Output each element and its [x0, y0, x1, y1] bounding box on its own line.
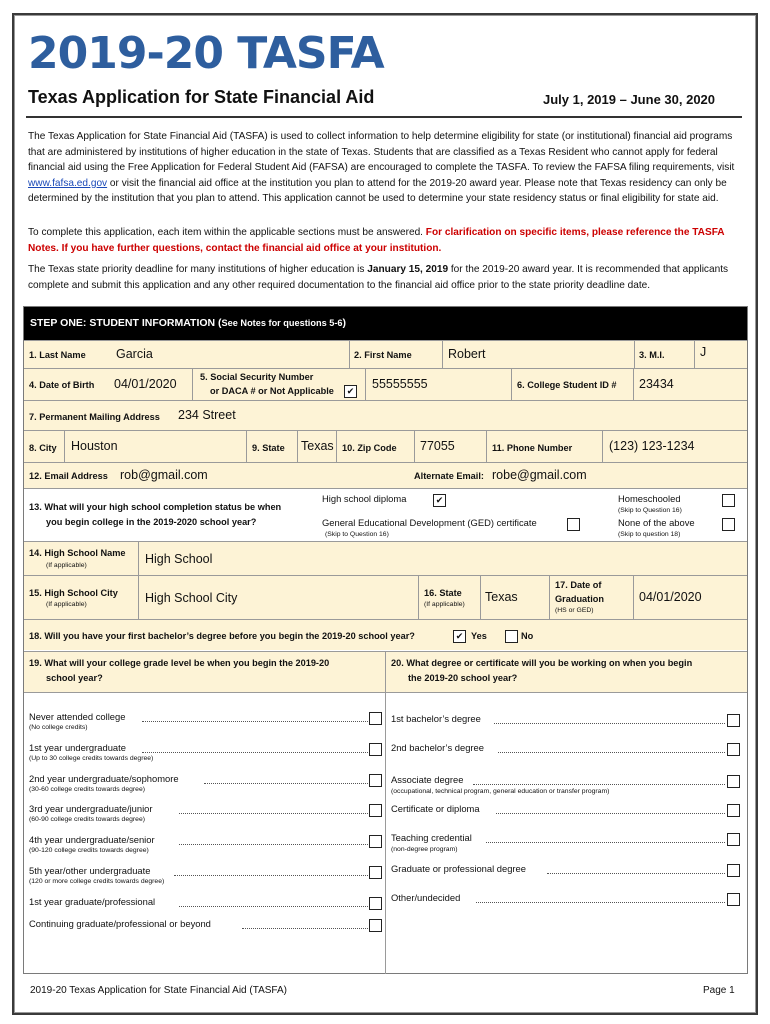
step-one-header: STEP ONE: STUDENT INFORMATION (See Notes for questions 5-6): [24, 307, 747, 340]
intro-paragraph-1: [28, 129, 740, 207]
row-name: [24, 340, 747, 369]
row-bachelor: [24, 619, 747, 650]
graduation-label: 17. Date of: [555, 580, 602, 590]
middle-initial-label: 3. M.I.: [639, 350, 665, 360]
option-label: Never attended college: [29, 711, 126, 722]
option-note: (60-90 college credits towards degree): [29, 816, 145, 823]
row-address: [24, 400, 747, 431]
city-field[interactable]: Houston: [71, 439, 118, 453]
hs-status-question-cont: you begin college in the 2019-2020 school year?: [46, 517, 257, 527]
bachelor-no-checkbox[interactable]: [505, 630, 518, 643]
fifth-year-checkbox[interactable]: [369, 866, 382, 879]
intro-text: The Texas Application for State Financial Aid (TASFA) is used to collect information to help determine eligibility for state (or institutional) financial aid programs that are administered by institutions of higher education in the state of Texas. Students that are classified as a Texas Resident who cannot apply for federal financial aid using the Free Application for Federal Student Aid (FAFSA) are encouraged to complete the TASFA. To review the FAFSA filing requirements, visit: [28, 131, 735, 173]
row-city: [24, 430, 747, 463]
student-id-field[interactable]: 23434: [639, 377, 674, 391]
none-skip-note: (Skip to question 18): [618, 531, 681, 538]
dob-label: 4. Date of Birth: [29, 380, 95, 390]
option-label: Associate degree: [391, 774, 464, 785]
row-hs-city: [24, 575, 747, 620]
option-label: Graduate or professional degree: [391, 863, 526, 874]
not-applicable-checkbox[interactable]: ✔: [344, 385, 357, 398]
hs-name-note: (If applicable): [46, 562, 87, 569]
state-label: 9. State: [252, 443, 285, 453]
email-label: 12. Email Address: [29, 471, 108, 481]
hs-state-label: 16. State: [424, 588, 462, 598]
zip-label: 10. Zip Code: [342, 443, 397, 453]
city-label: 8. City: [29, 443, 57, 453]
option-label: 5th year/other undergraduate: [29, 865, 151, 876]
grade-level-question: 19. What will your college grade level be when you begin the 2019-20: [29, 658, 330, 668]
dob-field[interactable]: 04/01/2020: [114, 377, 177, 391]
alt-email-field[interactable]: robe@gmail.com: [492, 468, 587, 482]
option-label: Other/undecided: [391, 892, 461, 903]
fourth-year-checkbox[interactable]: [369, 835, 382, 848]
option-note: (120 or more college credits towards degree): [29, 878, 165, 885]
intro-paragraph-2: [28, 225, 740, 256]
page-subtitle: Texas Application for State Financial Aid: [28, 87, 375, 107]
ged-skip-note: (Skip to Question 16): [325, 531, 389, 538]
graduation-note: (HS or GED): [555, 607, 594, 614]
ssn-label: 5. Social Security Number: [200, 372, 314, 382]
bachelor-no-label: No: [521, 631, 534, 641]
none-checkbox[interactable]: [722, 518, 735, 531]
options-area: [24, 692, 747, 974]
first-grad-checkbox[interactable]: [369, 897, 382, 910]
second-bachelor-checkbox[interactable]: [727, 743, 740, 756]
third-year-checkbox[interactable]: [369, 804, 382, 817]
last-name-field[interactable]: Garcia: [116, 347, 153, 361]
student-id-label: 6. College Student ID #: [517, 380, 617, 390]
row-dob-ssn: [24, 368, 747, 401]
first-bachelor-checkbox[interactable]: [727, 714, 740, 727]
option-note: (30-60 college credits towards degree): [29, 786, 145, 793]
ged-checkbox[interactable]: [567, 518, 580, 531]
none-option: None of the above: [618, 517, 695, 528]
footer-page-number: Page 1: [703, 985, 735, 996]
award-year-dates: July 1, 2019 – June 30, 2020: [543, 92, 716, 107]
option-note: (Up to 30 college credits towards degree): [29, 755, 154, 762]
option-note: (non-degree program): [391, 846, 458, 853]
degree-question-cont: the 2019-20 school year?: [408, 673, 518, 683]
hs-state-field[interactable]: Texas: [485, 590, 518, 604]
associate-checkbox[interactable]: [727, 775, 740, 788]
alt-email-label: Alternate Email:: [414, 471, 484, 481]
homeschooled-checkbox[interactable]: [722, 494, 735, 507]
option-label: 4th year undergraduate/senior: [29, 834, 155, 845]
row-q19-q20-headers: [24, 651, 747, 692]
phone-field[interactable]: (123) 123-1234: [609, 439, 695, 453]
deadline-text-cont: for the 2019-20 award year. It is recommended that applicants complete and submit this application and any other required documentation to the financial aid office prior to the state priority deadline date.: [28, 264, 729, 291]
graduation-field[interactable]: 04/01/2020: [639, 590, 702, 604]
last-name-label: 1. Last Name: [29, 350, 86, 360]
continuing-grad-checkbox[interactable]: [369, 919, 382, 932]
title-divider: [26, 116, 742, 118]
instructions-text: To complete this application, each item within the applicable sections must be answered.: [28, 227, 426, 238]
page-title: 2019-20 TASFA: [28, 28, 384, 79]
teaching-checkbox[interactable]: [727, 833, 740, 846]
footer-form-name: 2019-20 Texas Application for State Financial Aid (TASFA): [30, 985, 287, 996]
first-name-label: 2. First Name: [354, 350, 412, 360]
bachelor-question: 18. Will you have your first bachelor’s degree before you begin the 2019-20 school year?: [29, 631, 415, 641]
hs-name-field[interactable]: High School: [145, 552, 213, 566]
homeschooled-option: Homeschooled: [618, 493, 681, 504]
degree-question: 20. What degree or certificate will you be working on when you begin: [391, 658, 693, 668]
hs-city-note: (If applicable): [46, 601, 87, 608]
ged-option: General Educational Development (GED) certificate: [322, 517, 537, 528]
graduate-checkbox[interactable]: [727, 864, 740, 877]
hs-name-label: 14. High School Name: [29, 548, 126, 558]
row-email: [24, 462, 747, 489]
option-note: (No college credits): [29, 724, 88, 731]
deadline-date: January 15, 2019: [367, 264, 449, 275]
bachelor-yes-checkbox[interactable]: ✔: [453, 630, 466, 643]
address-label: 7. Permanent Mailing Address: [29, 412, 160, 422]
first-name-field[interactable]: Robert: [448, 347, 486, 361]
homeschooled-skip-note: (Skip to Question 16): [618, 507, 682, 514]
address-field[interactable]: 234 Street: [178, 408, 236, 422]
row-hs-name: [24, 541, 747, 576]
graduation-label-cont: Graduation: [555, 594, 605, 604]
row-hs-status: [24, 488, 747, 542]
intro-text-cont: or visit the financial aid office at the institution you plan to attend for the 2019-20 award year. Please note that Texas residency can only be determined by the institution that you plan to attend. This application cannot be used to determine your state residency status or final eligibility for state aid.: [28, 177, 727, 204]
option-note: (90-120 college credits towards degree): [29, 847, 149, 854]
option-label: 1st year graduate/professional: [29, 896, 156, 907]
clarification-note: For clarification on specific items, please reference the TASFA Notes. If you have further questions, contact the financial aid office at your institution.: [28, 227, 725, 254]
option-label: 2nd year undergraduate/sophomore: [29, 773, 179, 784]
email-field[interactable]: rob@gmail.com: [120, 468, 208, 482]
never-attended-checkbox[interactable]: [369, 712, 382, 725]
option-label: 2nd bachelor’s degree: [391, 742, 484, 753]
other-undecided-checkbox[interactable]: [727, 893, 740, 906]
daca-label: or DACA # or Not Applicable: [210, 386, 334, 396]
deadline-text: The Texas state priority deadline for many institutions of higher education is: [28, 264, 368, 275]
option-label: 1st year undergraduate: [29, 742, 126, 753]
certificate-checkbox[interactable]: [727, 804, 740, 817]
step-one-form: [23, 306, 748, 974]
option-label: Certificate or diploma: [391, 803, 480, 814]
hs-city-field[interactable]: High School City: [145, 591, 238, 605]
hs-state-note: (If applicable): [424, 601, 465, 608]
state-field[interactable]: Texas: [301, 439, 334, 453]
option-note: (occupational, technical program, general education or transfer program): [391, 788, 610, 795]
hs-diploma-checkbox[interactable]: ✔: [433, 494, 446, 507]
fafsa-link[interactable]: www.fafsa.ed.gov: [28, 177, 108, 189]
zip-field[interactable]: 77055: [420, 439, 455, 453]
ssn-field[interactable]: 55555555: [372, 377, 428, 391]
hs-status-question: 13. What will your high school completion status be when: [29, 502, 282, 512]
first-year-checkbox[interactable]: [369, 743, 382, 756]
option-label: Continuing graduate/professional or beyond: [29, 918, 211, 929]
middle-initial-field[interactable]: J: [700, 345, 707, 359]
second-year-checkbox[interactable]: [369, 774, 382, 787]
bachelor-yes-label: Yes: [471, 631, 487, 641]
hs-city-label: 15. High School City: [29, 588, 118, 598]
option-label: 1st bachelor’s degree: [391, 713, 481, 724]
intro-paragraph-3: [28, 262, 740, 293]
hs-diploma-option: High school diploma: [322, 493, 407, 504]
option-label: 3rd year undergraduate/junior: [29, 803, 153, 814]
option-label: Teaching credential: [391, 832, 472, 843]
grade-level-question-cont: school year?: [46, 673, 103, 683]
phone-label: 11. Phone Number: [492, 443, 573, 453]
